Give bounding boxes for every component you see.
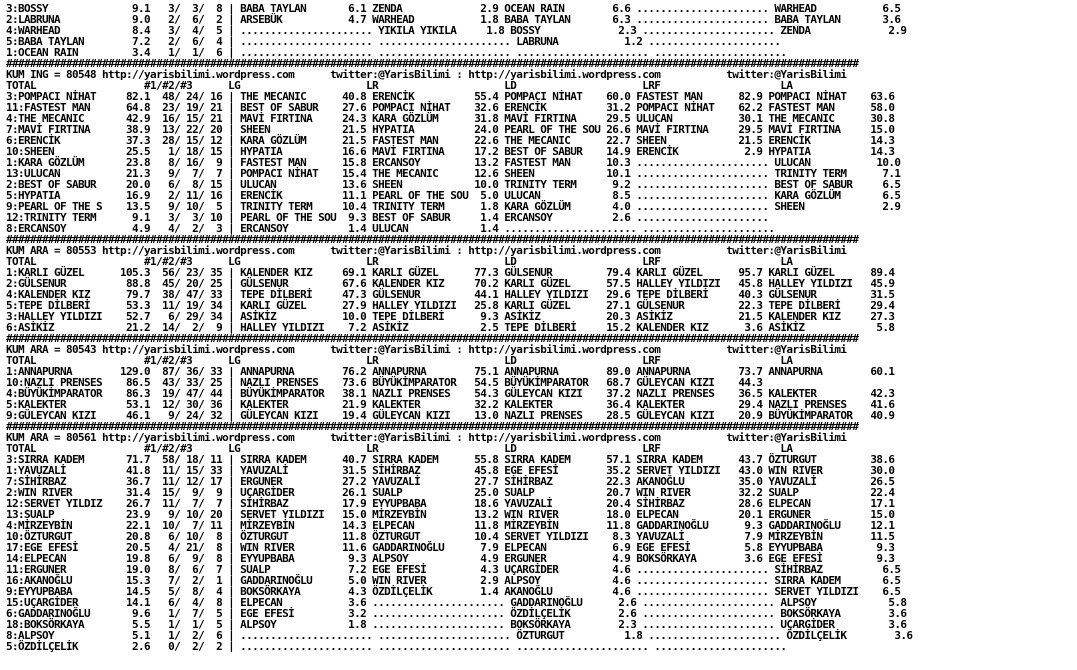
result-row: 8:ERCANSOY 4.9 4/ 2/ 3 | ERCANSOY 1.4 ULUCAN 1.4 ...................... ......................	[6, 222, 775, 235]
section-header: KUM ARA = 80561 http://yarisbilimi.wordpress.com twitter:@YarisBilimi : http://yarisbilimi.wordpress.com twitter:@YarisBilimi	[6, 431, 847, 444]
result-row: 1:KARA GÖZLÜM 23.8 8/ 16/ 9 | FASTEST MAN 15.8 ERCANSOY 13.2 FASTEST MAN 10.3 ...................... ULUCAN 10.0	[6, 156, 901, 169]
result-row: 3:POMPACI NİHAT 82.1 48/ 24/ 16 | THE MECANIC 40.8 ERENCİK 55.4 POMPACI NİHAT 60.0 FASTEST MAN 82.9 POMPACI NİHAT 63.6	[6, 90, 895, 103]
result-row: 6:ERENCİK 37.3 28/ 15/ 12 | KARA GÖZLÜM 21.5 FASTEST MAN 22.6 THE MECANIC 22.7 SHEEN 21.5 ERENCİK 14.3	[6, 134, 895, 147]
result-row: 2:WIN RIVER 31.4 15/ 9/ 9 | UÇARGİDER 26.1 SUALP 25.0 SUALP 20.7 WIN RIVER 32.2 SUALP 22.4	[6, 486, 895, 499]
section-header: KUM ARA = 80553 http://yarisbilimi.wordpress.com twitter:@YarisBilimi : http://yarisbilimi.wordpress.com twitter:@YarisBilimi	[6, 244, 847, 257]
result-row: 3:HALLEY YILDIZI 52.7 6/ 29/ 34 | ASİKİZ 10.0 TEPE DİLBERİ 9.3 ASİKİZ 20.3 ASİKİZ 21.5 KALENDER KIZ 27.3	[6, 310, 895, 323]
result-row: 5:TEPE DİLBERİ 53.3 11/ 19/ 34 | KARLI GÜZEL 27.9 HALLEY YILDIZI 25.8 KARLI GÜZEL 27.1 GÜLSENUR 22.3 TEPE DİLBERİ 29.4	[6, 299, 895, 312]
result-row: 8:ALPSOY 5.1 1/ 2/ 6 | ...................... ...................... ÖZTURGUT 1.8 ...................... ÖZDİLÇELİK 3.6	[6, 629, 913, 642]
result-row: 1:KARLI GÜZEL 105.3 56/ 23/ 35 | KALENDER KIZ 69.1 KARLI GÜZEL 77.3 GÜLSENUR 79.4 KARLI GÜZEL 95.7 KARLI GÜZEL 89.4	[6, 266, 895, 279]
result-row: 13:SUALP 23.9 9/ 10/ 20 | SERVET YILDIZI 15.0 MİRZEYBİN 13.2 WIN RIVER 18.0 ELPECAN 20.1 ERGUNER 15.0	[6, 508, 895, 521]
section-header: KUM ARA = 80543 http://yarisbilimi.wordpress.com twitter:@YarisBilimi : http://yarisbilimi.wordpress.com twitter:@YarisBilimi	[6, 343, 847, 356]
result-row: 9:EYYUPBABA 14.5 5/ 8/ 4 | BOKSÖRKAYA 4.3 ÖZDİLÇELİK 1.4 AKANOĞLU 4.6 ...................... SERVET YILDIZI 6.5	[6, 585, 901, 598]
result-row: 10:ÖZTURGUT 20.8 6/ 10/ 8 | ÖZTURGUT 11.8 ÖZTURGUT 10.4 SERVET YILDIZI 8.3 YAVUZALİ 7.9 MİRZEYBİN 11.5	[6, 530, 895, 543]
result-row: 16:AKANOĞLU 15.3 7/ 2/ 1 | GADDARINOĞLU 5.0 WIN RIVER 2.9 ALPSOY 4.6 ...................... SIRRA KADEM 6.5	[6, 574, 901, 587]
result-row: 2:BEST OF SABUR 20.0 6/ 8/ 15 | ULUCAN 13.6 SHEEN 10.0 TRINITY TERM 9.2 ...................... BEST OF SABUR 6.5	[6, 178, 901, 191]
result-row: 6:ASİKİZ 21.2 14/ 2/ 9 | HALLEY YILDIZI 7.2 ASİKİZ 2.5 TEPE DİLBERİ 15.2 KALENDER KIZ 3.6 ASİKİZ 5.8	[6, 321, 895, 334]
result-row: 13:ULUCAN 21.3 9/ 7/ 7 | POMPACI NİHAT 15.4 THE MECANIC 12.6 SHEEN 10.1 ...................... TRINITY TERM 7.1	[6, 167, 901, 180]
result-row: 5:HYPATIA 16.9 2/ 11/ 16 | ERENCİK 11.1 PEARL OF THE SOU 5.0 ULUCAN 8.5 ...................... KARA GÖZLÜM 6.5	[6, 189, 901, 202]
result-row: 14:ELPECAN 19.8 6/ 9/ 8 | EYYUPBABA 9.3 ALPSOY 4.9 ERGUNER 4.9 BOKSÖRKAYA 3.6 EGE EFESİ 9.3	[6, 552, 895, 565]
result-row: 4:THE MECANIC 42.9 16/ 15/ 21 | MAVİ FIRTINA 24.3 KARA GÖZLÜM 31.8 MAVİ FIRTINA 29.5 ULUCAN 30.1 THE MECANIC 30.8	[6, 112, 895, 125]
result-row: 12:TRINITY TERM 9.1 3/ 3/ 10 | PEARL OF THE SOU 9.3 BEST OF SABUR 1.4 ERCANSOY 2.6 ......................	[6, 211, 769, 224]
section-divider: ##############################################################################################################################################	[6, 233, 859, 246]
result-row: 1:OCEAN RAIN 3.4 1/ 1/ 6 | ...................... ...................... ...................... ......................	[6, 46, 787, 59]
column-header: TOTAL #1/#2/#3 LG LR LD LRF LA	[6, 255, 793, 268]
section-header: KUM ING = 80548 http://yarisbilimi.wordpress.com twitter:@YarisBilimi : http://yarisbilimi.wordpress.com twitter:@YarisBilimi	[6, 68, 847, 81]
result-row: 7:SİHİRBAZ 36.7 11/ 12/ 17 | ERGUNER 27.2 YAVUZALİ 27.7 SİHİRBAZ 22.3 AKANOĞLU 35.0 YAVUZALİ 26.5	[6, 475, 895, 488]
result-row: 5:BABA TAYLAN 7.2 2/ 6/ 4 | ...................... ...................... LABRUNA 1.2 ......................	[6, 35, 781, 48]
result-row: 11:FASTEST MAN 64.8 23/ 19/ 21 | BEST OF SABUR 27.6 POMPACI NİHAT 32.6 ERENCİK 31.2 POMPACI NİHAT 62.2 FASTEST MAN 58.0	[6, 101, 895, 114]
result-row: 7:MAVİ FIRTINA 38.9 13/ 22/ 20 | SHEEN 21.5 HYPATIA 24.0 PEARL OF THE SOU 26.6 MAVİ FIRTINA 29.5 MAVİ FIRTINA 15.0	[6, 123, 895, 136]
result-row: 11:ERGUNER 19.0 8/ 6/ 7 | SUALP 7.2 EGE EFESİ 4.3 UÇARGİDER 4.6 ...................... SİHİRBAZ 6.5	[6, 563, 901, 576]
column-header: TOTAL #1/#2/#3 LG LR LD LRF LA	[6, 442, 793, 455]
result-row: 3:BOSSY 9.1 3/ 3/ 8 | BABA TAYLAN 6.1 ZENDA 2.9 OCEAN RAIN 6.6 ...................... WARHEAD 6.5	[6, 2, 901, 15]
result-row: 9:GÜLEYCAN KIZI 46.1 9/ 24/ 32 | GÜLEYCAN KIZI 19.4 GÜLEYCAN KIZI 13.0 NAZLI PRENSES 28.5 GÜLEYCAN KIZI 20.9 BÜYÜKİMPARATOR 40.9	[6, 409, 895, 422]
result-row: 1:YAVUZALİ 41.8 11/ 15/ 33 | YAVUZALİ 31.5 SİHİRBAZ 45.8 EGE EFESİ 35.2 SERVET YILDIZI 43.0 WIN RIVER 30.0	[6, 464, 895, 477]
result-row: 4:MİRZEYBİN 22.1 10/ 7/ 11 | MİRZEYBİN 14.3 ELPECAN 11.8 MİRZEYBİN 11.8 GADDARINOĞLU 9.3 GADDARINOĞLU 12.1	[6, 519, 895, 532]
result-row: 9:PEARL OF THE S 13.5 9/ 10/ 5 | TRINITY TERM 10.4 TRINITY TERM 1.8 KARA GÖZLÜM 4.0 ...................... SHEEN 2.9	[6, 200, 901, 213]
section-divider: ##############################################################################################################################################	[6, 57, 859, 70]
result-row: 4:BÜYÜKİMPARATOR 86.3 19/ 47/ 44 | BÜYÜKİMPARATOR 38.1 NAZLI PRENSES 54.3 GÜLEYCAN KIZI 37.2 NAZLI PRENSES 36.5 KALEKTER 42.3	[6, 387, 895, 400]
result-row: 18:BOKSÖRKAYA 5.5 1/ 1/ 5 | ALPSOY 1.8 ...................... BOKSÖRKAYA 2.3 ...................... UÇARGİDER 3.6	[6, 618, 907, 631]
result-row: 6:GADDARINOĞLU 9.6 1/ 7/ 5 | EGE EFESİ 3.2 ...................... ÖZDİLÇELİK 2.6 ...................... BOKSÖRKAYA 3.6	[6, 607, 907, 620]
column-header: TOTAL #1/#2/#3 LG LR LD LRF LA	[6, 79, 793, 92]
result-row: 5:ÖZDİLÇELİK 2.6 0/ 2/ 2 | ...................... ...................... ...................... ......................	[6, 640, 787, 652]
section-divider: ##############################################################################################################################################	[6, 420, 859, 433]
result-row: 12:SERVET YILDIZ 26.7 11/ 7/ 7 | SİHİRBAZ 17.9 EYYUPBABA 18.6 YAVUZALİ 20.4 SİHİRBAZ 28.6 ELPECAN 17.1	[6, 497, 895, 510]
result-row: 5:KALEKTER 53.1 12/ 30/ 36 | KALEKTER 21.9 KALEKTER 32.2 KALEKTER 36.4 KALEKTER 29.4 NAZLI PRENSES 41.6	[6, 398, 895, 411]
result-row: 2:LABRUNA 9.0 2/ 6/ 2 | ARSEBÜK 4.7 WARHEAD 1.8 BABA TAYLAN 6.3 ...................... BABA TAYLAN 3.6	[6, 13, 901, 26]
result-row: 4:WARHEAD 8.4 3/ 4/ 5 | ...................... YIKILA YIKILA 1.8 BOSSY 2.3 ...................... ZENDA 2.9	[6, 24, 907, 37]
result-row: 17:EGE EFESİ 20.5 4/ 21/ 8 | WIN RIVER 11.6 GADDARINOĞLU 7.9 ELPECAN 6.9 EGE EFESİ 5.8 EYYUPBABA 9.3	[6, 541, 895, 554]
result-row: 15:UÇARGİDER 14.1 6/ 4/ 8 | ELPECAN 3.6 ...................... GADDARINOĞLU 2.6 ...................... ALPSOY 5.8	[6, 596, 907, 609]
result-row: 3:SIRRA KADEM 71.7 58/ 18/ 11 | SIRRA KADEM 40.7 SIRRA KADEM 55.8 SIRRA KADEM 57.1 SIRRA KADEM 43.7 ÖZTURGUT 38.6	[6, 453, 895, 466]
result-row: 1:ANNAPURNA 129.0 87/ 36/ 33 | ANNAPURNA 76.2 ANNAPURNA 75.1 ANNAPURNA 89.0 ANNAPURNA 73.7 ANNAPURNA 60.1	[6, 365, 895, 378]
column-header: TOTAL #1/#2/#3 LG LR LD LRF LA	[6, 354, 793, 367]
result-row: 2:GÜLSENUR 88.8 45/ 20/ 25 | GÜLSENUR 67.6 KALENDER KIZ 70.2 KARLI GÜZEL 57.5 HALLEY YILDIZI 45.8 HALLEY YILDIZI 45.9	[6, 277, 895, 290]
result-row: 10:SHEEN 25.5 1/ 18/ 15 | HYPATIA 16.6 MAVİ FIRTINA 17.2 BEST OF SABUR 14.9 ERENCİK 2.9 HYPATIA 14.3	[6, 145, 895, 158]
result-row: 4:KALENDER KIZ 79.7 38/ 47/ 33 | TEPE DİLBERİ 47.3 GÜLSENUR 44.1 HALLEY YILDIZI 29.6 TEPE DİLBERİ 40.3 GÜLSENUR 31.5	[6, 288, 895, 301]
section-divider: ##############################################################################################################################################	[6, 332, 859, 345]
result-row: 10:NAZLI PRENSES 86.5 43/ 33/ 25 | NAZLI PRENSES 73.6 BÜYÜKİMPARATOR 54.5 BÜYÜKİMPARATOR 68.7 GÜLEYCAN KIZI 44.3	[6, 376, 763, 389]
